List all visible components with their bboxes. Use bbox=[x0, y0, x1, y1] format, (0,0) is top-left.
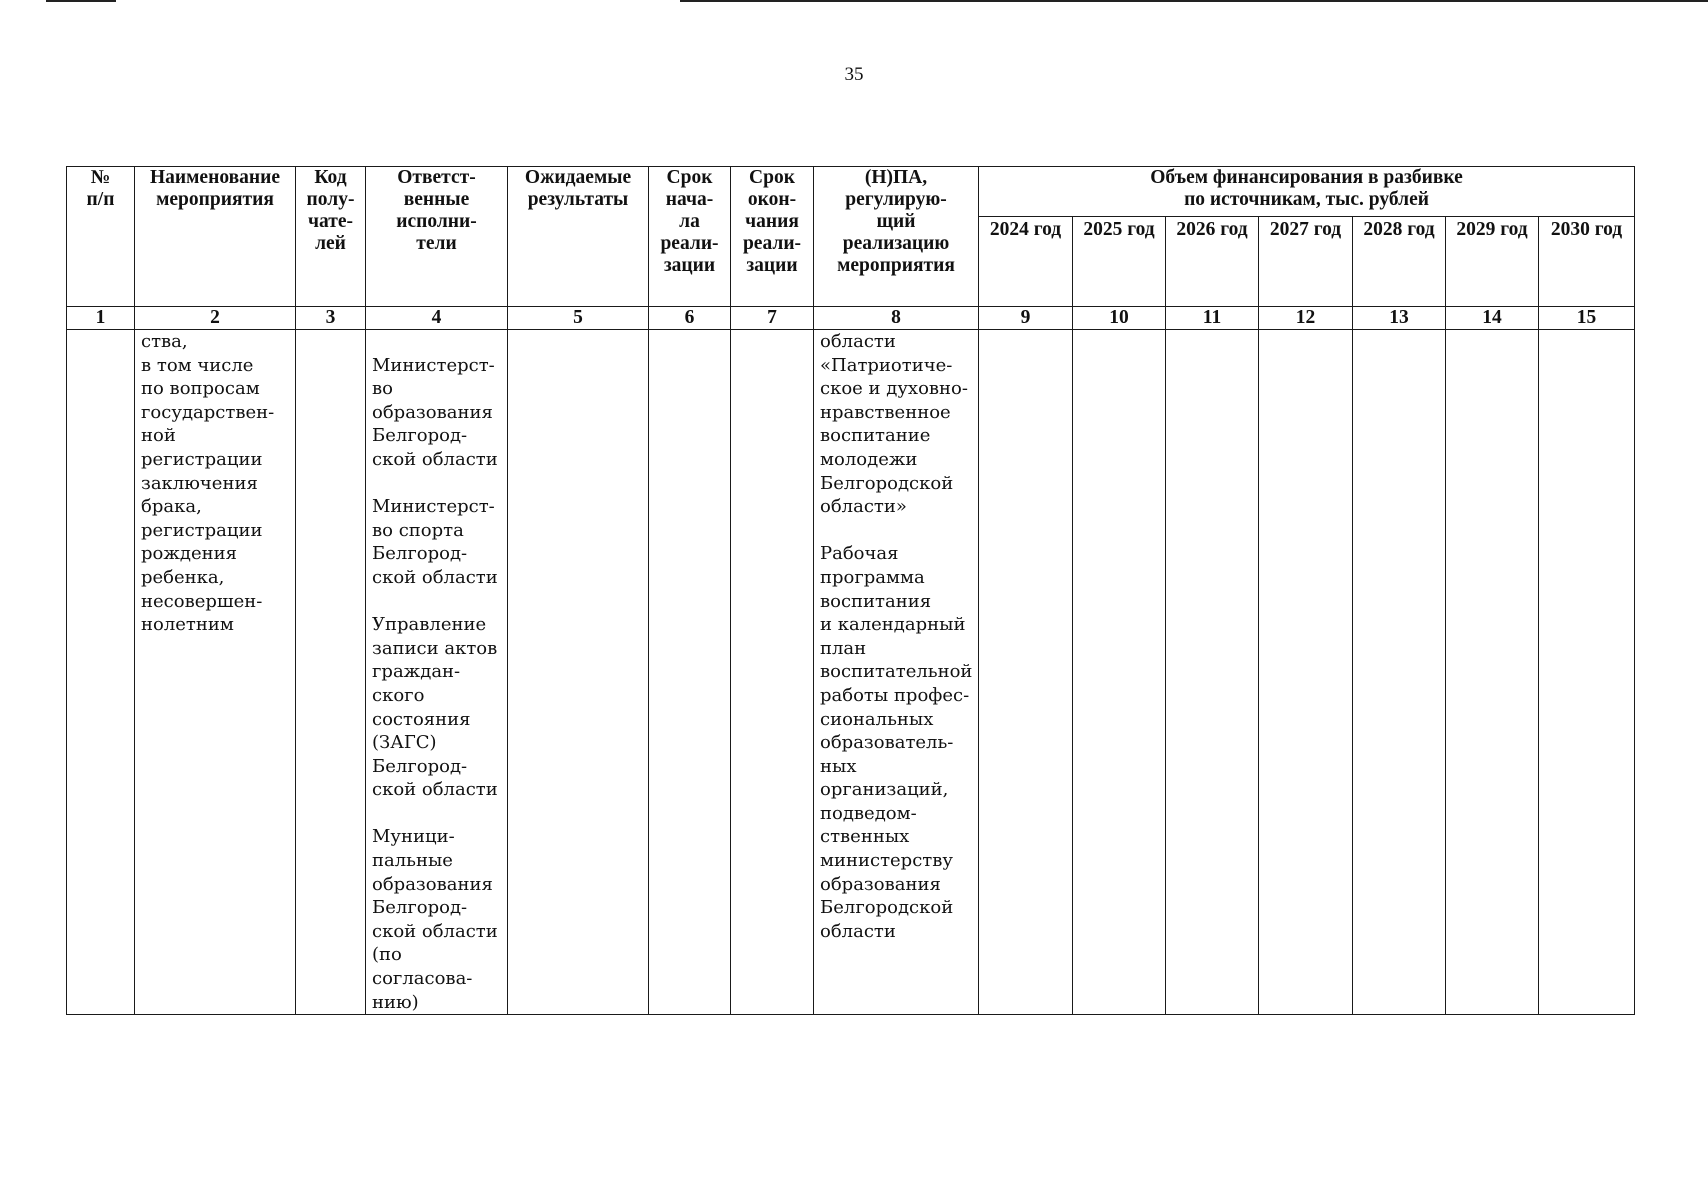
header-year: 2030 год bbox=[1539, 217, 1635, 307]
column-number: 6 bbox=[649, 307, 731, 330]
column-number: 13 bbox=[1353, 307, 1446, 330]
header-year: 2027 год bbox=[1259, 217, 1353, 307]
top-rule-right bbox=[680, 0, 1708, 2]
column-number: 8 bbox=[814, 307, 979, 330]
cell-name: ства, в том числе по вопросам государствен- ной регистрации заключения брака, регистрации рождения ребенка, несовершен- нолетним bbox=[135, 330, 296, 1015]
column-number: 9 bbox=[979, 307, 1073, 330]
cell-financing-2028 bbox=[1353, 330, 1446, 1015]
header-results: Ожидаемые результаты bbox=[508, 167, 649, 307]
header-year: 2026 год bbox=[1166, 217, 1259, 307]
header-code: Код полу- чате- лей bbox=[296, 167, 366, 307]
page-number: 35 bbox=[844, 64, 864, 85]
cell-financing-2025 bbox=[1073, 330, 1166, 1015]
column-number: 5 bbox=[508, 307, 649, 330]
column-number: 4 bbox=[366, 307, 508, 330]
cell-npa: области «Патриотиче- ское и духовно- нравственное воспитание молодежи Белгородской области» Рабочая программа воспитания и календарный план воспитательной работы профес- сиональных образователь- ных организаций, подведом- ственных министерству образования Белгородской области bbox=[814, 330, 979, 1015]
cell-financing-2024 bbox=[979, 330, 1073, 1015]
column-number: 12 bbox=[1259, 307, 1353, 330]
header-year: 2024 год bbox=[979, 217, 1073, 307]
top-rule-left bbox=[46, 0, 116, 2]
table-row bbox=[67, 330, 1635, 1015]
cell-financing-2026 bbox=[1166, 330, 1259, 1015]
cell-num bbox=[67, 330, 135, 1015]
header-year: 2028 год bbox=[1353, 217, 1446, 307]
cell-start bbox=[649, 330, 731, 1015]
header-npa: (Н)ПА, регулирую- щий реализацию мероприятия bbox=[814, 167, 979, 307]
column-number: 15 bbox=[1539, 307, 1635, 330]
header-end: Срок окон- чания реали- зации bbox=[731, 167, 814, 307]
column-number: 3 bbox=[296, 307, 366, 330]
column-number: 14 bbox=[1446, 307, 1539, 330]
cell-financing-2029 bbox=[1446, 330, 1539, 1015]
column-number: 11 bbox=[1166, 307, 1259, 330]
cell-end bbox=[731, 330, 814, 1015]
column-number: 10 bbox=[1073, 307, 1166, 330]
cell-financing-2027 bbox=[1259, 330, 1353, 1015]
financing-table bbox=[66, 166, 1635, 1015]
header-year: 2025 год bbox=[1073, 217, 1166, 307]
header-name: Наименование мероприятия bbox=[135, 167, 296, 307]
cell-results bbox=[508, 330, 649, 1015]
cell-responsible: Министерст- во образования Белгород- ской области Министерст- во спорта Белгород- ской области Управление записи актов граждан- ского состояния (ЗАГС) Белгород- ской области Муници- пальные образования Белгород- ской области (по согласова- нию) bbox=[366, 330, 508, 1015]
column-number: 2 bbox=[135, 307, 296, 330]
header-year: 2029 год bbox=[1446, 217, 1539, 307]
header-start: Срок нача- ла реали- зации bbox=[649, 167, 731, 307]
column-number: 7 bbox=[731, 307, 814, 330]
header-responsible: Ответст- венные исполни- тели bbox=[366, 167, 508, 307]
cell-code bbox=[296, 330, 366, 1015]
cell-financing-2030 bbox=[1539, 330, 1635, 1015]
header-num: № п/п bbox=[67, 167, 135, 307]
header-financing: Объем финансирования в разбивке по источникам, тыс. рублей bbox=[979, 167, 1635, 217]
column-number: 1 bbox=[67, 307, 135, 330]
